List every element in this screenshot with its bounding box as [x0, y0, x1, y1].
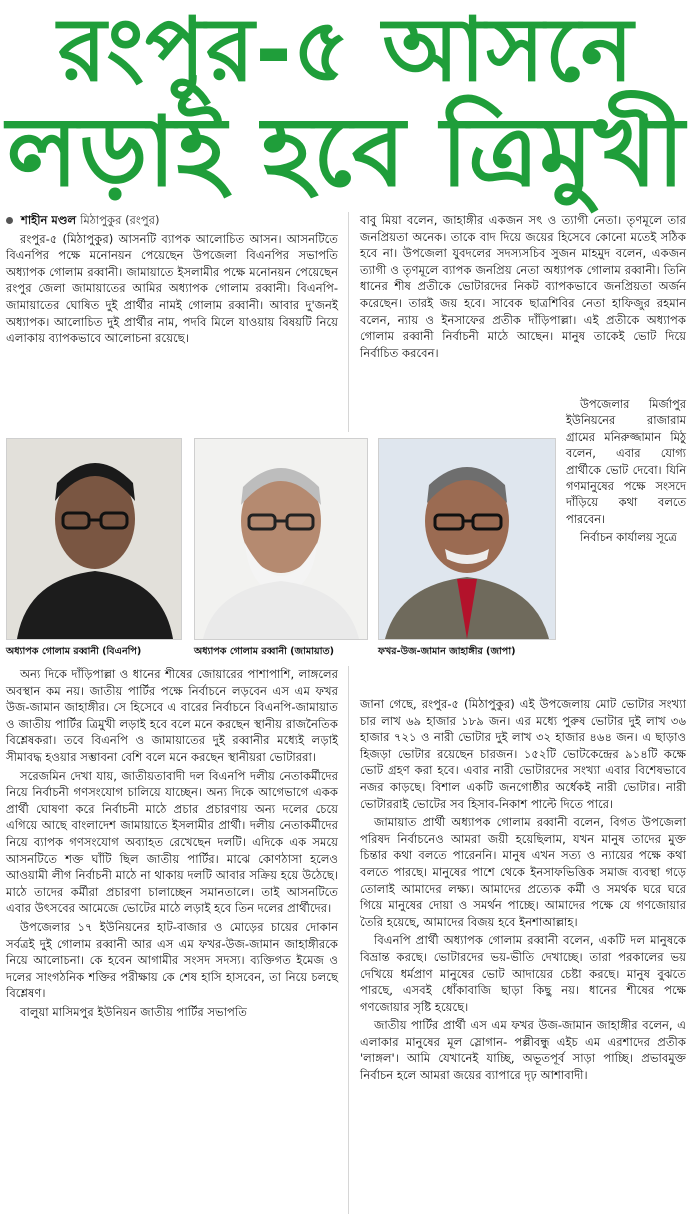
photo-caption-bnp: অধ্যাপক গোলাম রব্বানী (বিএনপি) [6, 646, 142, 657]
paragraph: নির্বাচন কার্যালয় সূত্রে [580, 530, 677, 545]
column-right-top [360, 212, 686, 363]
column-left-top [6, 212, 338, 349]
paragraph: অন্য দিকে দাঁড়িপাল্লা ও ধানের শীষের জোয়ারের পাশাপাশি, লাঙ্গলের অবস্থান কম নয়। জাতীয় পার্টির পক্ষে নির্বাচনে লড়বেন এস এম ফখর উজ-জামান জাহাঙ্গীর। সে হিসেবে এ বারের নির্বাচনে বিএনপি-জামায়াত ও জাতীয় পার্টির ত্রিমুখী লড়াই হবে বলে মনে করছেন স্থানীয় রাজনৈতিক বিশ্লেষকরা। তবে বিএনপি ও জামায়াতের দুই রব্বানীর মধ্যেই লড়াই সীমাবদ্ধ হওয়ার সম্ভাবনা বেশি বলে মনে করছেন স্থানীয়রা ভোটাররা। [6, 667, 338, 764]
byline-author: শাহীন মণ্ডল [21, 213, 77, 227]
headline-line-1: রংপুর-৫ আসনে [57, 0, 635, 101]
paragraph: বিএনপি প্রার্থী অধ্যাপক গোলাম রব্বানী বলেন, একটি দল মানুষকে বিভ্রান্ত করছে। ভোটারদের ভয়-ভীতি দেখাচ্ছে। তারা পরকালের ভয় দেখিয়ে ধর্মপ্রাণ মানুষের ভোট আদায়ের চেষ্টা করছে। মানুষ বুঝতে পারছে, এসবই ধোঁকাবাজি ছাড়া কিছু নয়। ধানের শীষের পক্ষে গণজোয়ার সৃষ্টি হয়েছে। [360, 933, 686, 1014]
candidate-photo-jamaat [194, 438, 368, 640]
candidate-photo-jatiya-party [378, 438, 556, 640]
paragraph: জানা গেছে, রংপুর-৫ (মিঠাপুকুর) এই উপজেলায় মোট ভোটার সংখ্যা চার লাখ ৬৯ হাজার ১৮৯ জন। এর মধ্যে পুরুষ ভোটার দুই লাখ ৩৬ হাজার ৭২১ ও নারী ভোটার দুই লাখ ৩২ হাজার ৪৬৪ জন। এ ছাড়াও হিজড়া ভোটার রয়েছেন চারজন। ১৫২টি ভোটকেন্দ্রের ৯১৪টি কক্ষে ভোট গ্রহণ করা হবে। এবার নারী ভোটারদের সংখ্যা এবার বিশেষভাবে নজর কাড়ছে। বিশাল একটি জনগোষ্ঠীর অর্ধেকই নারী ভোটার। নারী ভোটাররাই ভোটের সব হিসাব-নিকাশ পাল্টে দিতে পারে। [360, 697, 686, 811]
paragraph: জাতীয় পার্টির প্রার্থী এস এম ফখর উজ-জামান জাহাঙ্গীর বলেন, এ এলাকার মানুষের মূল স্লোগান- পল্লীবন্ধু এইচ এম এরশাদের প্রতীক 'লাঙ্গল'। আমি যেখানেই যাচ্ছি, অভূতপূর্ব সাড়া পাচ্ছি। প্রভাবমুক্ত নির্বাচন হলে আমরা জয়ের ব্যাপারে দৃঢ় আশাবাদী। [360, 1018, 686, 1083]
byline-location: মিঠাপুকুর (রংপুর) [80, 213, 160, 227]
column-right-narrow [566, 396, 686, 548]
column-divider [348, 212, 349, 432]
byline [6, 212, 338, 229]
photo-caption-jamaat: অধ্যাপক গোলাম রব্বানী (জামায়াত) [194, 646, 335, 657]
candidate-photo-bnp [6, 438, 182, 640]
paragraph: জামায়াত প্রার্থী অধ্যাপক গোলাম রব্বানী বলেন, বিগত উপজেলা পরিষদ নির্বাচনেও আমরা জয়ী হয়েছিলাম, যখন মানুষ তাদের মুক্ত চিন্তার কথা বলতে পারেননি। মানুষ এখন সত্য ও ন্যায়ের পক্ষে কথা বলতে পারছে। মানুষের পাশে থেকে ইনসাফভিত্তিক সমাজ ব্যবস্থা গড়ে তোলাই আমাদের লক্ষ্য। আমাদের প্রত্যেক কর্মী ও সমর্থক ঘরে ঘরে গিয়ে মানুষের দোয়া ও সমর্থন পাচ্ছে। আমাদের পক্ষে যে গণজোয়ার তৈরি হয়েছে, আমাদের বিজয় হবে ইনশাআল্লাহ। [360, 815, 686, 929]
paragraph: উপজেলার মির্জাপুর ইউনিয়নের রাজারাম গ্রামের মনিরুজ্জামান মিঠু বলেন, এবার যোগ্য প্রার্থীকে ভোট দেবো। যিনি গণমানুষের পক্ষে সংসদে দাঁড়িয়ে কথা বলতে পারবেন। [566, 397, 686, 526]
headline-line-2: লড়াই হবে ত্রিমুখী [6, 96, 686, 208]
paragraph: উপজেলার ১৭ ইউনিয়নের হাট-বাজার ও মোড়ের চায়ের দোকান সর্বত্রই দুই গোলাম রব্বানী আর এস এম ফখর-উজ-জামান জাহাঙ্গীরকে নিয়ে আলোচনা। কে হবেন আগামীর সংসদ সদস্য। ব্যক্তিগত ইমেজ ও দলের সাংগঠনিক শক্তির পরীক্ষায় কে শেষ হাসি হাসবেন, তা নিয়ে চলছে বিশ্লেষণ। [6, 919, 338, 1001]
photo-caption-jatiya-party: ফখর-উজ-জামান জাহাঙ্গীর (জাপা) [378, 646, 516, 657]
portrait-image [195, 439, 367, 639]
column-divider [348, 666, 349, 1214]
paragraph: রংপুর-৫ (মিঠাপুকুর) আসনটি ব্যাপক আলোচিত আসন। আসনটিতে বিএনপির পক্ষে মনোনয়ন পেয়েছেন উপজেলা বিএনপির সভাপতি অধ্যাপক গোলাম রব্বানী। জামায়াতে ইসলামীর পক্ষে মনোনয়ন পেয়েছেন রংপুর জেলা জামায়াতের আমির অধ্যাপক গোলাম রব্বানী। বিএনপি-জামায়াতের ঘোষিত দুই প্রার্থীর নামই গোলাম রব্বানী। আবার দু'জনই অধ্যাপক। আলোচিত দুই প্রার্থীর নাম, পদবি মিলে যাওয়ায় বিষয়টি নিয়ে এলাকায় ব্যাপকভাবে আলোচনা রয়েছে। [6, 231, 338, 346]
paragraph: বালুয়া মাসিমপুর ইউনিয়ন জাতীয় পার্টির সভাপতি [20, 1004, 247, 1019]
bullet-icon [6, 217, 13, 224]
paragraph: সরেজমিন দেখা যায়, জাতীয়তাবাদী দল বিএনপি দলীয় নেতাকর্মীদের নিয়ে নির্বাচনী গণসংযোগ চালিয়ে যাচ্ছেন। অন্য দিকে আগেভাগে একক প্রার্থী ঘোষণা করে নির্বাচনী মাঠে প্রচার প্রচারণায় অন্য দলের চেয়ে এগিয়ে আছে বাংলাদেশ জামায়াতে ইসলামীর প্রার্থী। দলীয় নেতাকর্মীদের নিয়ে ব্যাপক গণসংযোগ অব্যাহত রেখেছেন দলটি। এদিকে এক সময়ে আসনটিতে শক্ত ঘাঁটি ছিল জাতীয় পার্টির। মাঝে কোণঠাসা হলেও আওয়ামী লীগ নির্বাচনী মাঠে না থাকায় দলটি আবার সক্রিয় হয়ে উঠেছে। মাঠে তাদের কর্মীরা প্রচারণা চালাচ্ছেন সমানতালে। তাই আসনটিতে এবার উৎসবের আমেজে ভোটের মাঠে লড়াই হবে তিন দলের প্রার্থীদের। [6, 768, 338, 916]
column-right-bottom [360, 696, 686, 1086]
portrait-image [7, 439, 181, 639]
column-left-bottom [6, 666, 338, 1022]
paragraph: বাবু মিয়া বলেন, জাহাঙ্গীর একজন সৎ ও ত্যাগী নেতা। তৃণমূলে তার জনপ্রিয়তা অনেক। তাকে বাদ দিয়ে জয়ের হিসেবে কোনো মতেই সঠিক হবে না। উপজেলা যুবদলের সদস্যসচিব সুজন মাহমুদ বলেন, একজন ত্যাগী ও তৃণমূলে ব্যাপক জনপ্রিয় নেতা অধ্যাপক গোলাম রব্বানী। তিনি ধানের শীষ প্রতীকে ভোটারদের নিকট ব্যাপকভাবে জনপ্রিয়তা অর্জন করেছেন। তারই জয় হবে। সাবেক ছাত্রশিবির নেতা হাফিজুর রহমান বলেন, ন্যায় ও ইনসাফের প্রতীক দাঁড়িপাল্লা। এই প্রতীকে অধ্যাপক গোলাম রব্বানী নির্বাচনী মাঠে আছেন। মানুষ তাকেই ভোট দিয়ে নির্বাচিত করবেন। [360, 213, 686, 360]
portrait-image [379, 439, 555, 639]
